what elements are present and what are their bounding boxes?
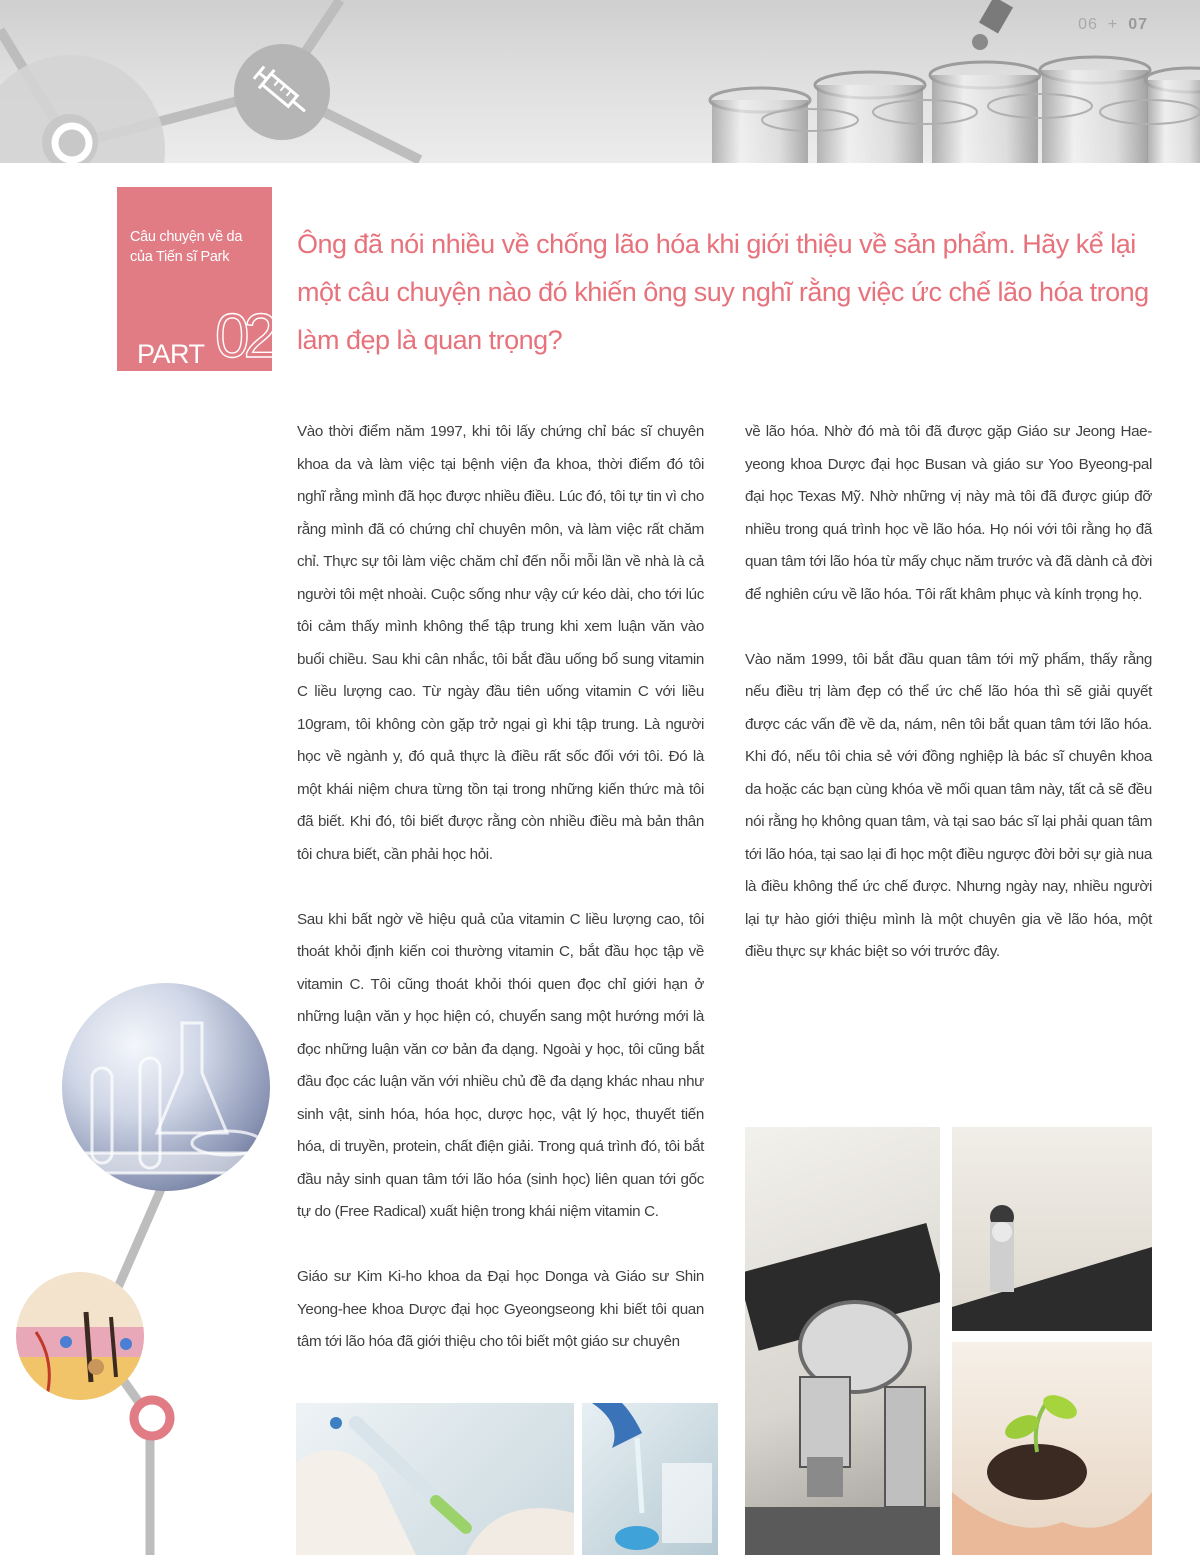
page-number-right: 07 xyxy=(1128,16,1148,33)
body-paragraph: Giáo sư Kim Ki-ho khoa da Đại học Donga và Giáo sư Shin Yeong-hee khoa Dược đại học Gyeongseong khi biết tôi quan tâm tới lão hóa đã giới thiệu cho tôi biết một giáo sư chuyên xyxy=(297,1268,704,1350)
dropper-icon xyxy=(972,0,1013,50)
skin-diagram-photo xyxy=(16,1272,144,1400)
page-number-left: 06 xyxy=(1078,16,1098,33)
pipette-photo xyxy=(296,1403,574,1555)
body-paragraph: về lão hóa. Nhờ đó mà tôi đã được gặp Giáo sư Jeong Hae-yeong khoa Dược đại học Busan và giáo sư Yoo Byeong-pal đại học Texas Mỹ. Nhờ những vị này mà tôi đã được giúp đỡ nhiều trong quá trình học về lão hóa. Họ nói với tôi rằng họ đã quan tâm tới lão hóa từ mấy chục năm trước và đã dành cả đời để nghiên cứu về lão hóa. Tôi rất khâm phục và kính trọng họ. xyxy=(745,423,1152,603)
glassware-photo xyxy=(62,983,270,1191)
page-numbers xyxy=(1078,16,1148,34)
body-paragraph: Vào thời điểm năm 1997, khi tôi lấy chứng chỉ bác sĩ chuyên khoa da và làm việc tại bệnh viện đa khoa, thời điểm đó tôi nghĩ rằng mình đã học được nhiều điều. Lúc đó, tôi tự tin vì cho rằng mình đã có chứng chỉ chuyên môn, và làm việc rất chăm chỉ. Thực sự tôi làm việc chăm chỉ đến nỗi mỗi lần về nhà là cả người tôi mệt nhoài. Cuộc sống như vậy cứ kéo dài, cho tới lúc tôi cảm thấy mình không thể tập trung khi xem luận văn vào buổi chiều. Sau khi cân nhắc, tôi bắt đầu uống bổ sung vitamin C liều lượng cao. Từ ngày đầu tiên uống vitamin C với liều 10gram, tôi không còn gặp trở ngại gì khi tập trung. Là người học về ngành y, đó quả thực là điều rất sốc đối với tôi. Đó là một khái niệm chưa từng tồn tại trong những kiến thức mà tôi đã biết. Khi đó, tôi biết được rằng còn nhiều điều mà bản thân tôi chưa biết, cần phải học hỏi. xyxy=(297,423,704,863)
headline-question: Ông đã nói nhiều về chống lão hóa khi giới thiệu về sản phẩm. Hãy kể lại một câu chuyện nào đó khiến ông suy nghĩ rằng việc ức chế lão hóa trong làm đẹp là quan trọng? xyxy=(297,229,1149,355)
microscope-detail-photo xyxy=(952,1127,1152,1331)
part-label: PART xyxy=(137,339,205,369)
section-subtitle: Câu chuyện về da của Tiến sĩ Park xyxy=(130,229,243,265)
body-column-right xyxy=(745,416,1152,1001)
lab-gloves-photo xyxy=(582,1403,718,1555)
body-paragraph: Sau khi bất ngờ về hiệu quả của vitamin C liều lượng cao, tôi thoát khỏi định kiến coi thường vitamin C, bắt đầu học tập về vitamin C. Tôi cũng thoát khỏi thói quen đọc chỉ giới hạn ở những luận văn y học hiện có, chuyển sang một hướng mới là đọc những luận văn cơ bản đa dạng. Ngoài y học, tôi cũng bắt đầu đọc các luận văn với nhiều chủ đề đa dạng khác nhau như sinh vật, sinh hóa, hóa học, dược học, vật lý học, thuyết tiến hóa, di truyền, protein, chất điện giải. Trong quá trình đó, tôi bắt đầu nảy sinh quan tâm tới lão hóa (sinh học) liên quan tới gốc tự do (Free Radical) xuất hiện trong khái niệm vitamin C. xyxy=(297,910,704,1220)
microscope-photo xyxy=(745,1127,940,1555)
seedling-photo xyxy=(952,1342,1152,1555)
body-column-left xyxy=(297,416,704,1391)
test-tubes xyxy=(710,57,1200,163)
lab-banner-illustration xyxy=(0,0,1200,163)
ring-node-icon xyxy=(134,1400,170,1436)
body-paragraph: Vào năm 1999, tôi bắt đầu quan tâm tới mỹ phẩm, thấy rằng nếu điều trị làm đẹp có thể ức chế lão hóa thì sẽ giải quyết được các vấn đề về da, nám, nên tôi bắt quan tâm tới lão hóa. Khi đó, nếu tôi chia sẻ với đồng nghiệp là bác sĩ chuyên khoa da hoặc các bạn cùng khóa về mối quan tâm này, tất cả sẽ đều nói rằng họ không quan tâm, và tại sao bác sĩ lại phải quan tâm tới lão hóa, tại sao lại đi học một điều ngược đời bởi sự già nua là điều không thể ức chế được. Nhưng ngày nay, nhiều người lại tự hào giới thiệu mình là một chuyên gia về lão hóa, một điều thực sự khác biệt so với trước đây. xyxy=(745,650,1152,960)
syringe-node xyxy=(234,44,330,140)
part-box xyxy=(117,187,272,371)
header-banner xyxy=(0,0,1200,163)
part-number: 02 xyxy=(215,307,272,367)
page-separator: + xyxy=(1107,16,1119,33)
